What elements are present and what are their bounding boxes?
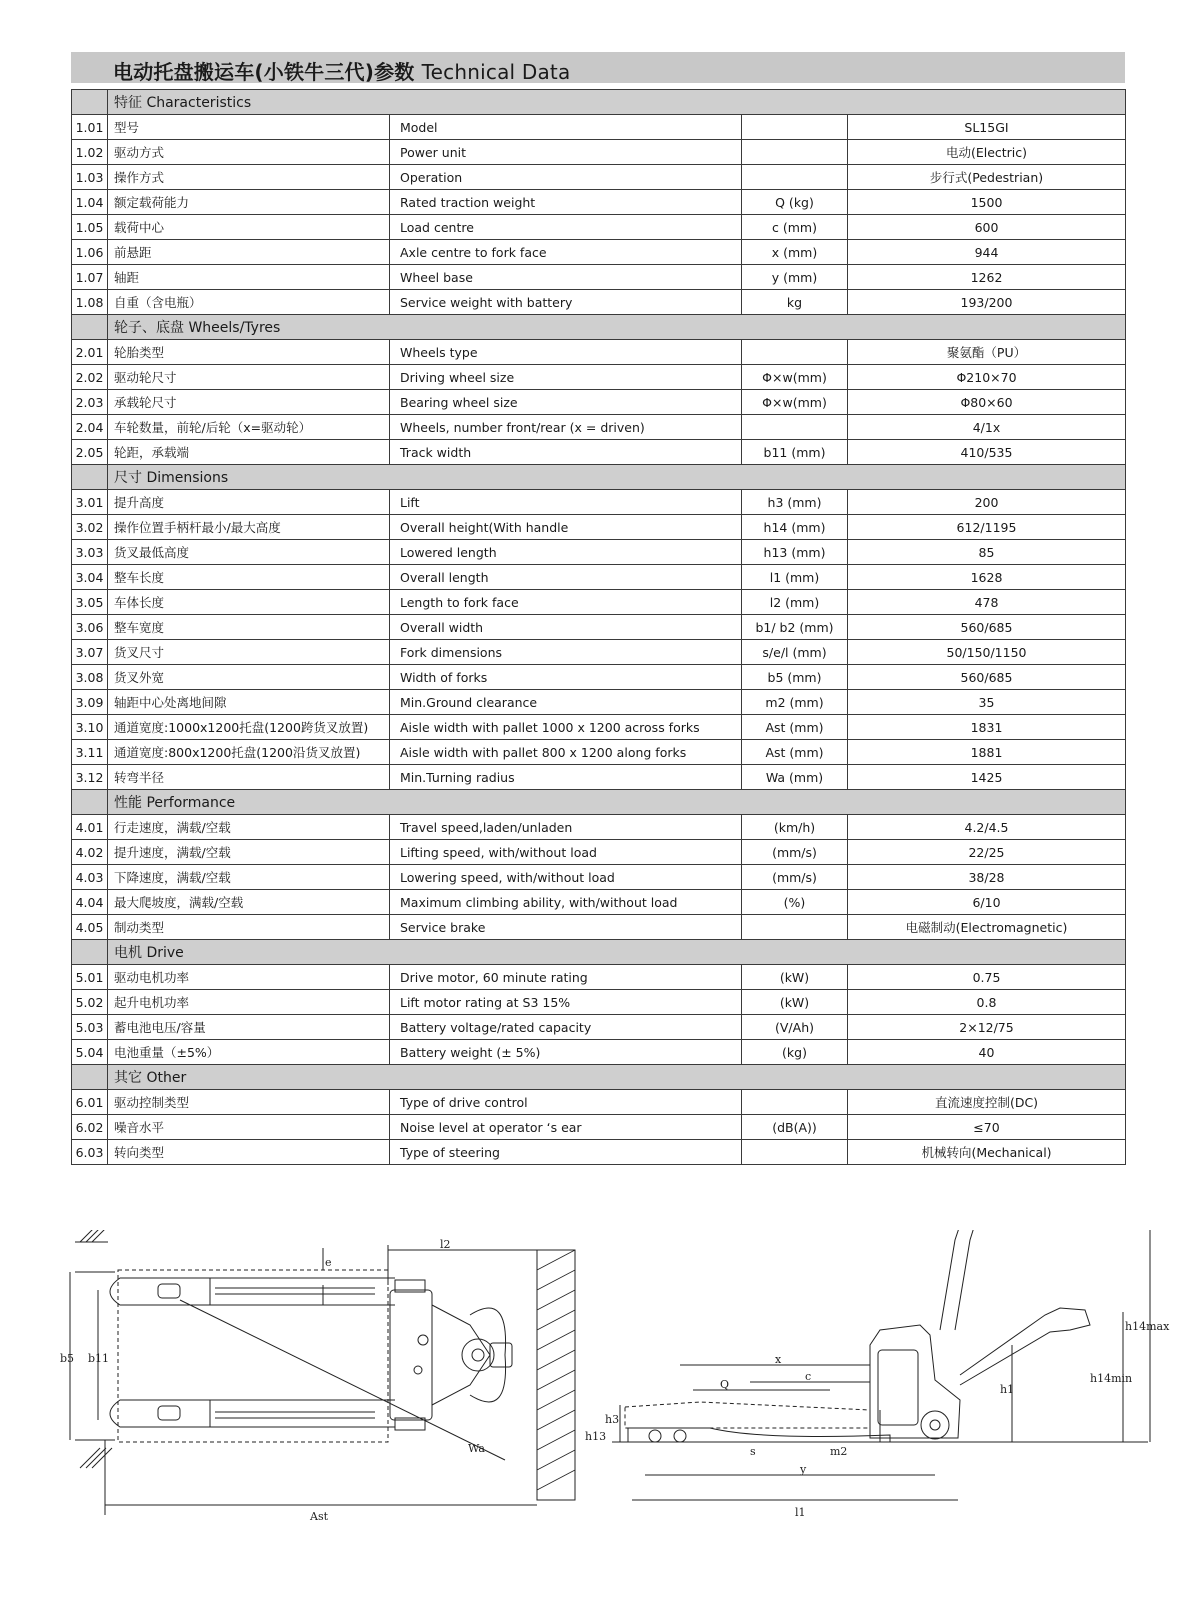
english-label: Axle centre to fork face xyxy=(390,240,742,265)
row-number: 2.05 xyxy=(72,440,108,465)
section-header xyxy=(72,790,1126,815)
table-row xyxy=(72,515,1126,540)
table-row xyxy=(72,840,1126,865)
section-title: 电机 Drive xyxy=(108,940,1126,965)
chinese-label: 驱动控制类型 xyxy=(108,1090,390,1115)
row-number: 3.05 xyxy=(72,590,108,615)
section-header xyxy=(72,315,1126,340)
unit-cell xyxy=(742,915,848,940)
value-cell: ≤70 xyxy=(848,1115,1126,1140)
table-row xyxy=(72,240,1126,265)
table-row xyxy=(72,490,1126,515)
english-label: Travel speed,laden/unladen xyxy=(390,815,742,840)
row-number: 4.01 xyxy=(72,815,108,840)
value-cell: 机械转向(Mechanical) xyxy=(848,1140,1126,1165)
unit-cell: (%) xyxy=(742,890,848,915)
value-cell: 560/685 xyxy=(848,615,1126,640)
chinese-label: 自重（含电瓶） xyxy=(108,290,390,315)
row-number: 3.07 xyxy=(72,640,108,665)
value-cell: 85 xyxy=(848,540,1126,565)
chinese-label: 货叉最低高度 xyxy=(108,540,390,565)
chinese-label: 通道宽度:800x1200托盘(1200沿货叉放置) xyxy=(108,740,390,765)
dim-e: e xyxy=(325,1256,332,1269)
dim-wa: Wa xyxy=(468,1442,485,1455)
unit-cell: l1 (mm) xyxy=(742,565,848,590)
row-number: 3.08 xyxy=(72,665,108,690)
english-label: Lift motor rating at S3 15% xyxy=(390,990,742,1015)
row-number: 2.01 xyxy=(72,340,108,365)
dim-h1: h1 xyxy=(1000,1383,1015,1396)
table-row xyxy=(72,890,1126,915)
table-row xyxy=(72,765,1126,790)
unit-cell: Φ×w(mm) xyxy=(742,365,848,390)
table-row xyxy=(72,115,1126,140)
english-label: Noise level at operator ‘s ear xyxy=(390,1115,742,1140)
table-row xyxy=(72,740,1126,765)
table-row xyxy=(72,190,1126,215)
row-number: 1.01 xyxy=(72,115,108,140)
english-label: Driving wheel size xyxy=(390,365,742,390)
value-cell: 电动(Electric) xyxy=(848,140,1126,165)
dim-y: y xyxy=(800,1463,807,1476)
dim-l1: l1 xyxy=(795,1506,806,1519)
chinese-label: 货叉尺寸 xyxy=(108,640,390,665)
unit-cell: c (mm) xyxy=(742,215,848,240)
value-cell: 1881 xyxy=(848,740,1126,765)
title-en: Technical Data xyxy=(421,60,571,84)
english-label: Wheel base xyxy=(390,265,742,290)
english-label: Load centre xyxy=(390,215,742,240)
chinese-label: 轴距 xyxy=(108,265,390,290)
section-number-cell xyxy=(72,1065,108,1090)
table-row xyxy=(72,165,1126,190)
value-cell: 560/685 xyxy=(848,665,1126,690)
chinese-label: 行走速度，满载/空载 xyxy=(108,815,390,840)
table-row xyxy=(72,990,1126,1015)
value-cell: Φ210×70 xyxy=(848,365,1126,390)
english-label: Power unit xyxy=(390,140,742,165)
table-row xyxy=(72,865,1126,890)
section-number-cell xyxy=(72,90,108,115)
unit-cell: (kW) xyxy=(742,965,848,990)
unit-cell xyxy=(742,115,848,140)
row-number: 3.02 xyxy=(72,515,108,540)
value-cell: 200 xyxy=(848,490,1126,515)
section-number-cell xyxy=(72,465,108,490)
chinese-label: 操作位置手柄杆最小/最大高度 xyxy=(108,515,390,540)
table-row xyxy=(72,665,1126,690)
dimension-drawings xyxy=(0,1230,1200,1611)
chinese-label: 型号 xyxy=(108,115,390,140)
row-number: 1.04 xyxy=(72,190,108,215)
section-header xyxy=(72,465,1126,490)
english-label: Lowering speed, with/without load xyxy=(390,865,742,890)
row-number: 3.03 xyxy=(72,540,108,565)
value-cell: Φ80×60 xyxy=(848,390,1126,415)
chinese-label: 电池重量（±5%） xyxy=(108,1040,390,1065)
table-row xyxy=(72,365,1126,390)
side-view-drawing xyxy=(612,1230,1150,1500)
value-cell: 612/1195 xyxy=(848,515,1126,540)
value-cell: 50/150/1150 xyxy=(848,640,1126,665)
value-cell: 40 xyxy=(848,1040,1126,1065)
value-cell: 22/25 xyxy=(848,840,1126,865)
chinese-label: 载荷中心 xyxy=(108,215,390,240)
value-cell: 1628 xyxy=(848,565,1126,590)
value-cell: 1831 xyxy=(848,715,1126,740)
table-row xyxy=(72,915,1126,940)
row-number: 5.04 xyxy=(72,1040,108,1065)
english-label: Overall height(With handle xyxy=(390,515,742,540)
unit-cell: (km/h) xyxy=(742,815,848,840)
chinese-label: 轴距中心处离地间隙 xyxy=(108,690,390,715)
english-label: Length to fork face xyxy=(390,590,742,615)
dim-l2: l2 xyxy=(440,1238,451,1251)
unit-cell: (kg) xyxy=(742,1040,848,1065)
dim-h3: h3 xyxy=(605,1413,620,1426)
row-number: 1.02 xyxy=(72,140,108,165)
unit-cell xyxy=(742,1140,848,1165)
row-number: 4.02 xyxy=(72,840,108,865)
dim-h13: h13 xyxy=(585,1430,607,1443)
unit-cell: Φ×w(mm) xyxy=(742,390,848,415)
chinese-label: 整车长度 xyxy=(108,565,390,590)
table-row xyxy=(72,565,1126,590)
unit-cell: y (mm) xyxy=(742,265,848,290)
row-number: 3.01 xyxy=(72,490,108,515)
chinese-label: 前悬距 xyxy=(108,240,390,265)
value-cell: 600 xyxy=(848,215,1126,240)
value-cell: 直流速度控制(DC) xyxy=(848,1090,1126,1115)
dim-h14max: h14max xyxy=(1125,1320,1170,1333)
english-label: Type of drive control xyxy=(390,1090,742,1115)
unit-cell: Q (kg) xyxy=(742,190,848,215)
table-row xyxy=(72,1140,1126,1165)
title-cn: 电动托盘搬运车(小铁牛三代)参数 xyxy=(113,60,415,84)
table-row xyxy=(72,1115,1126,1140)
value-cell: 1262 xyxy=(848,265,1126,290)
english-label: Lift xyxy=(390,490,742,515)
section-number-cell xyxy=(72,315,108,340)
chinese-label: 转向类型 xyxy=(108,1140,390,1165)
chinese-label: 货叉外宽 xyxy=(108,665,390,690)
value-cell: 聚氨酯（PU） xyxy=(848,340,1126,365)
row-number: 3.11 xyxy=(72,740,108,765)
unit-cell: Ast (mm) xyxy=(742,740,848,765)
dim-m2: m2 xyxy=(830,1445,848,1458)
chinese-label: 操作方式 xyxy=(108,165,390,190)
technical-data-table xyxy=(71,89,1126,1165)
row-number: 5.01 xyxy=(72,965,108,990)
chinese-label: 最大爬坡度，满载/空载 xyxy=(108,890,390,915)
row-number: 3.12 xyxy=(72,765,108,790)
row-number: 3.06 xyxy=(72,615,108,640)
value-cell: 35 xyxy=(848,690,1126,715)
row-number: 5.03 xyxy=(72,1015,108,1040)
unit-cell: b11 (mm) xyxy=(742,440,848,465)
unit-cell: Ast (mm) xyxy=(742,715,848,740)
value-cell: 6/10 xyxy=(848,890,1126,915)
english-label: Overall width xyxy=(390,615,742,640)
chinese-label: 额定载荷能力 xyxy=(108,190,390,215)
table-row xyxy=(72,140,1126,165)
dim-b5: b5 xyxy=(60,1352,75,1365)
section-title: 其它 Other xyxy=(108,1065,1126,1090)
value-cell: 1500 xyxy=(848,190,1126,215)
unit-cell xyxy=(742,1090,848,1115)
english-label: Min.Turning radius xyxy=(390,765,742,790)
unit-cell: l2 (mm) xyxy=(742,590,848,615)
unit-cell: h14 (mm) xyxy=(742,515,848,540)
english-label: Min.Ground clearance xyxy=(390,690,742,715)
chinese-label: 驱动方式 xyxy=(108,140,390,165)
unit-cell: kg xyxy=(742,290,848,315)
chinese-label: 提升高度 xyxy=(108,490,390,515)
english-label: Width of forks xyxy=(390,665,742,690)
unit-cell: b1/ b2 (mm) xyxy=(742,615,848,640)
row-number: 3.09 xyxy=(72,690,108,715)
value-cell: 4.2/4.5 xyxy=(848,815,1126,840)
chinese-label: 噪音水平 xyxy=(108,1115,390,1140)
chinese-label: 驱动电机功率 xyxy=(108,965,390,990)
table-row xyxy=(72,590,1126,615)
value-cell: 0.8 xyxy=(848,990,1126,1015)
value-cell: 1425 xyxy=(848,765,1126,790)
row-number: 3.10 xyxy=(72,715,108,740)
value-cell: 步行式(Pedestrian) xyxy=(848,165,1126,190)
value-cell: 4/1x xyxy=(848,415,1126,440)
dim-b11: b11 xyxy=(88,1352,110,1365)
value-cell: 410/535 xyxy=(848,440,1126,465)
table-row xyxy=(72,615,1126,640)
row-number: 3.04 xyxy=(72,565,108,590)
section-number-cell xyxy=(72,790,108,815)
chinese-label: 转弯半径 xyxy=(108,765,390,790)
section-number-cell xyxy=(72,940,108,965)
english-label: Model xyxy=(390,115,742,140)
chinese-label: 提升速度，满载/空载 xyxy=(108,840,390,865)
row-number: 4.04 xyxy=(72,890,108,915)
unit-cell: (V/Ah) xyxy=(742,1015,848,1040)
table-row xyxy=(72,340,1126,365)
english-label: Type of steering xyxy=(390,1140,742,1165)
value-cell: SL15GI xyxy=(848,115,1126,140)
value-cell: 电磁制动(Electromagnetic) xyxy=(848,915,1126,940)
table-row xyxy=(72,965,1126,990)
top-view-drawing xyxy=(70,1230,575,1515)
unit-cell: (mm/s) xyxy=(742,840,848,865)
row-number: 4.03 xyxy=(72,865,108,890)
unit-cell: Wa (mm) xyxy=(742,765,848,790)
chinese-label: 整车宽度 xyxy=(108,615,390,640)
dim-q: Q xyxy=(720,1378,730,1391)
chinese-label: 通道宽度:1000x1200托盘(1200跨货叉放置) xyxy=(108,715,390,740)
chinese-label: 下降速度，满载/空载 xyxy=(108,865,390,890)
value-cell: 478 xyxy=(848,590,1126,615)
row-number: 1.07 xyxy=(72,265,108,290)
row-number: 6.03 xyxy=(72,1140,108,1165)
chinese-label: 车轮数量，前轮/后轮（x=驱动轮） xyxy=(108,415,390,440)
english-label: Battery voltage/rated capacity xyxy=(390,1015,742,1040)
english-label: Rated traction weight xyxy=(390,190,742,215)
row-number: 2.03 xyxy=(72,390,108,415)
dim-c: c xyxy=(805,1370,812,1383)
table-row xyxy=(72,540,1126,565)
unit-cell: m2 (mm) xyxy=(742,690,848,715)
section-title: 尺寸 Dimensions xyxy=(108,465,1126,490)
english-label: Aisle width with pallet 1000 x 1200 across forks xyxy=(390,715,742,740)
english-label: Track width xyxy=(390,440,742,465)
page-title xyxy=(71,52,1125,83)
row-number: 4.05 xyxy=(72,915,108,940)
english-label: Service brake xyxy=(390,915,742,940)
table-row xyxy=(72,415,1126,440)
table-row xyxy=(72,690,1126,715)
table-row xyxy=(72,290,1126,315)
chinese-label: 起升电机功率 xyxy=(108,990,390,1015)
row-number: 1.06 xyxy=(72,240,108,265)
english-label: Maximum climbing ability, with/without load xyxy=(390,890,742,915)
value-cell: 193/200 xyxy=(848,290,1126,315)
section-header xyxy=(72,940,1126,965)
unit-cell: (mm/s) xyxy=(742,865,848,890)
chinese-label: 蓄电池电压/容量 xyxy=(108,1015,390,1040)
table-row xyxy=(72,1040,1126,1065)
chinese-label: 驱动轮尺寸 xyxy=(108,365,390,390)
unit-cell: b5 (mm) xyxy=(742,665,848,690)
unit-cell xyxy=(742,415,848,440)
section-title: 轮子、底盘 Wheels/Tyres xyxy=(108,315,1126,340)
row-number: 6.02 xyxy=(72,1115,108,1140)
value-cell: 38/28 xyxy=(848,865,1126,890)
english-label: Operation xyxy=(390,165,742,190)
english-label: Lowered length xyxy=(390,540,742,565)
english-label: Service weight with battery xyxy=(390,290,742,315)
unit-cell xyxy=(742,340,848,365)
table-row xyxy=(72,440,1126,465)
dim-x: x xyxy=(775,1353,782,1366)
english-label: Fork dimensions xyxy=(390,640,742,665)
value-cell: 2×12/75 xyxy=(848,1015,1126,1040)
row-number: 1.08 xyxy=(72,290,108,315)
english-label: Wheels type xyxy=(390,340,742,365)
dim-h14min: h14min xyxy=(1090,1372,1133,1385)
table-row xyxy=(72,1090,1126,1115)
unit-cell: x (mm) xyxy=(742,240,848,265)
dim-ast: Ast xyxy=(310,1510,329,1523)
section-title: 特征 Characteristics xyxy=(108,90,1126,115)
english-label: Lifting speed, with/without load xyxy=(390,840,742,865)
chinese-label: 轮距，承载端 xyxy=(108,440,390,465)
chinese-label: 车体长度 xyxy=(108,590,390,615)
unit-cell: s/e/l (mm) xyxy=(742,640,848,665)
unit-cell: (dB(A)) xyxy=(742,1115,848,1140)
row-number: 5.02 xyxy=(72,990,108,1015)
value-cell: 0.75 xyxy=(848,965,1126,990)
chinese-label: 制动类型 xyxy=(108,915,390,940)
row-number: 1.05 xyxy=(72,215,108,240)
chinese-label: 轮胎类型 xyxy=(108,340,390,365)
english-label: Overall length xyxy=(390,565,742,590)
table-row xyxy=(72,640,1126,665)
table-row xyxy=(72,715,1126,740)
section-header xyxy=(72,1065,1126,1090)
row-number: 2.02 xyxy=(72,365,108,390)
table-row xyxy=(72,1015,1126,1040)
table-row xyxy=(72,215,1126,240)
english-label: Aisle width with pallet 800 x 1200 along forks xyxy=(390,740,742,765)
section-header xyxy=(72,90,1126,115)
unit-cell: h3 (mm) xyxy=(742,490,848,515)
row-number: 2.04 xyxy=(72,415,108,440)
unit-cell xyxy=(742,140,848,165)
chinese-label: 承载轮尺寸 xyxy=(108,390,390,415)
table-row xyxy=(72,390,1126,415)
dim-s: s xyxy=(750,1445,756,1458)
table-row xyxy=(72,815,1126,840)
unit-cell: h13 (mm) xyxy=(742,540,848,565)
row-number: 6.01 xyxy=(72,1090,108,1115)
value-cell: 944 xyxy=(848,240,1126,265)
english-label: Battery weight (± 5%) xyxy=(390,1040,742,1065)
table-row xyxy=(72,265,1126,290)
english-label: Wheels, number front/rear (x = driven) xyxy=(390,415,742,440)
section-title: 性能 Performance xyxy=(108,790,1126,815)
unit-cell xyxy=(742,165,848,190)
english-label: Bearing wheel size xyxy=(390,390,742,415)
english-label: Drive motor, 60 minute rating xyxy=(390,965,742,990)
row-number: 1.03 xyxy=(72,165,108,190)
unit-cell: (kW) xyxy=(742,990,848,1015)
